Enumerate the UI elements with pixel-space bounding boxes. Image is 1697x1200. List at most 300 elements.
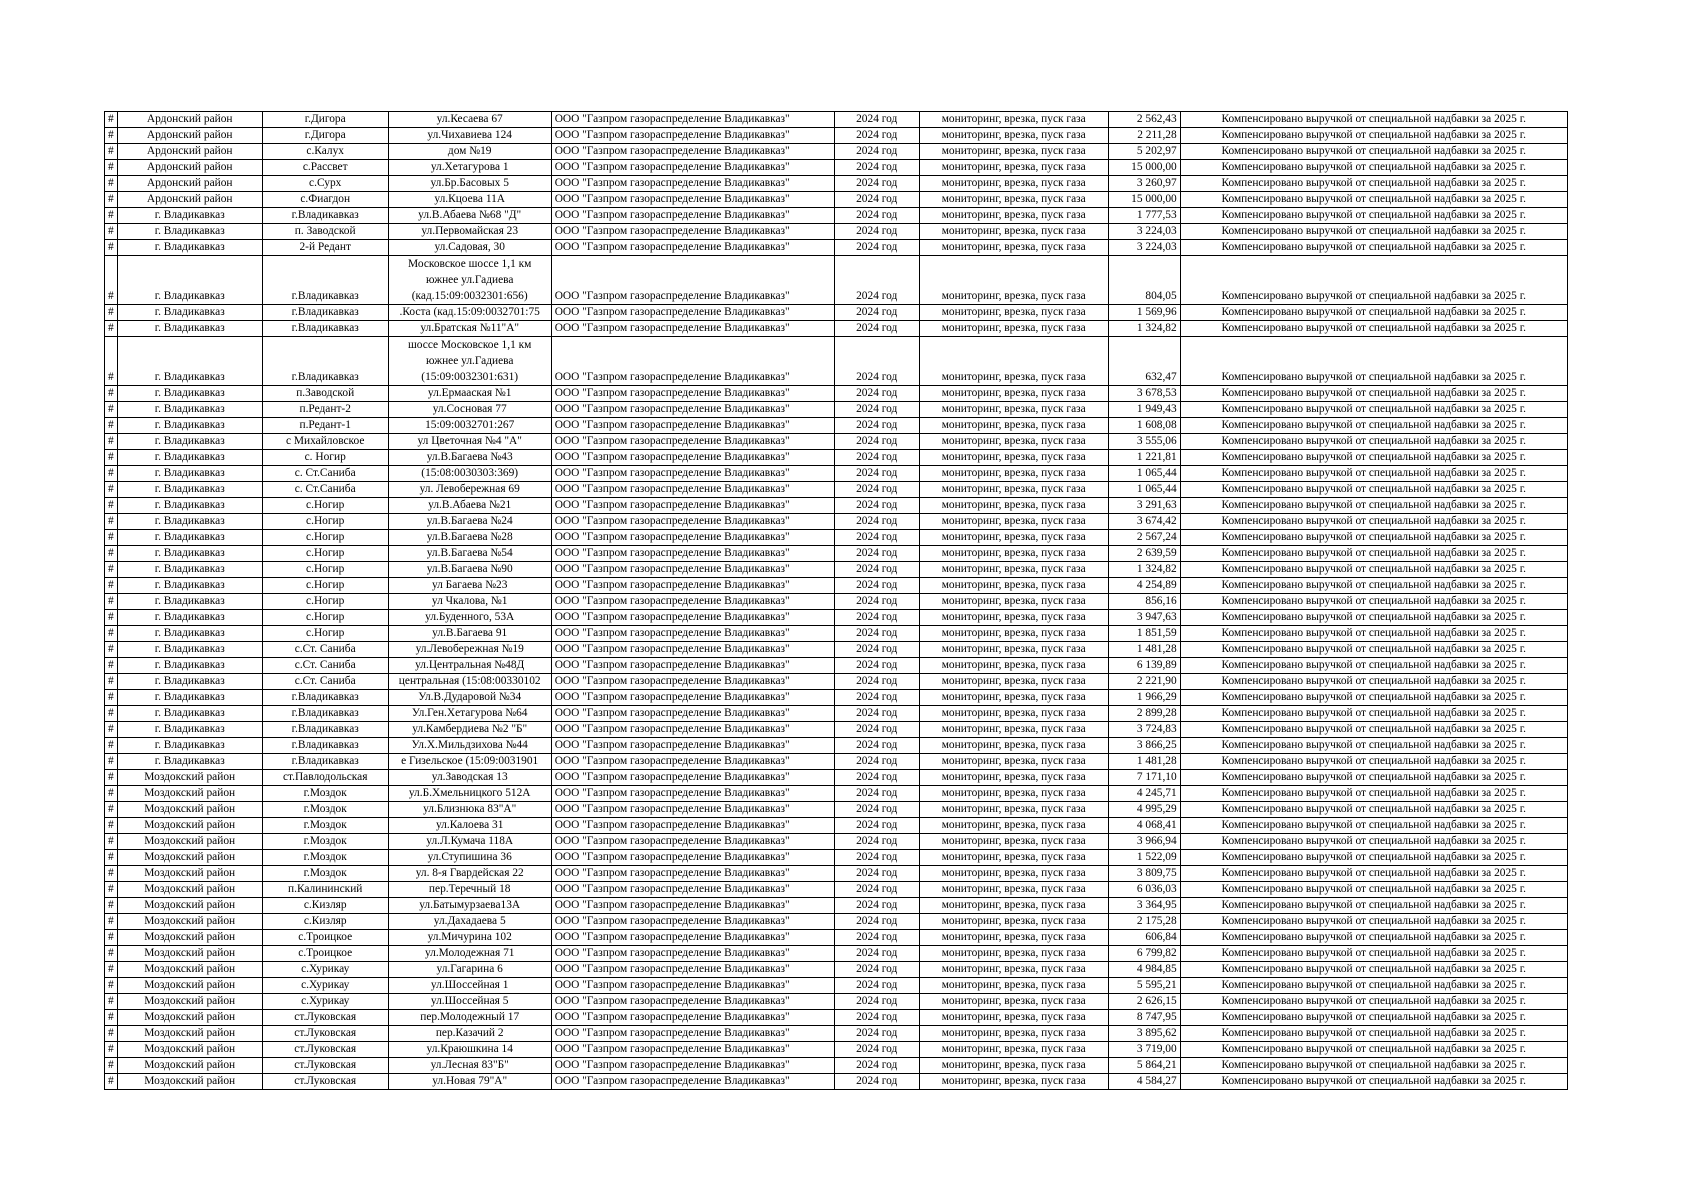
amount-cell: 6 036,03 [1108, 882, 1180, 898]
address-cell: ул.Шоссейная 5 [388, 994, 551, 1010]
address-cell: ул.Лесная 83"Б" [388, 1058, 551, 1074]
district-cell: г. Владикавказ [117, 402, 262, 418]
work-type-cell: мониторинг, врезка, пуск газа [919, 642, 1108, 658]
year-cell: 2024 год [834, 818, 919, 834]
row-marker: # [105, 754, 118, 770]
amount-cell: 3 947,63 [1108, 610, 1180, 626]
year-cell: 2024 год [834, 514, 919, 530]
address-cell: ул.В.Абаева №68 "Д" [388, 208, 551, 224]
settlement-cell: с.Ногир [262, 514, 388, 530]
organization-cell: ООО "Газпром газораспределение Владикавказ" [551, 994, 834, 1010]
year-cell: 2024 год [834, 466, 919, 482]
district-cell: г. Владикавказ [117, 208, 262, 224]
district-cell: г. Владикавказ [117, 256, 262, 305]
settlement-cell: г.Владикавказ [262, 754, 388, 770]
note-cell: Компенсировано выручкой от специальной надбавки за 2025 г. [1180, 706, 1567, 722]
amount-cell: 4 584,27 [1108, 1074, 1180, 1090]
organization-cell: ООО "Газпром газораспределение Владикавказ" [551, 930, 834, 946]
district-cell: г. Владикавказ [117, 224, 262, 240]
address-cell: .Коста (кад.15:09:0032701:75 [388, 305, 551, 321]
district-cell: г. Владикавказ [117, 418, 262, 434]
amount-cell: 632,47 [1108, 337, 1180, 386]
row-marker: # [105, 498, 118, 514]
district-cell: Моздокский район [117, 930, 262, 946]
work-type-cell: мониторинг, врезка, пуск газа [919, 866, 1108, 882]
organization-cell: ООО "Газпром газораспределение Владикавказ" [551, 256, 834, 305]
row-marker: # [105, 305, 118, 321]
district-cell: Ардонский район [117, 176, 262, 192]
row-marker: # [105, 224, 118, 240]
settlement-cell: с.Ногир [262, 562, 388, 578]
organization-cell: ООО "Газпром газораспределение Владикавказ" [551, 434, 834, 450]
work-type-cell: мониторинг, врезка, пуск газа [919, 192, 1108, 208]
table-row [105, 144, 1568, 160]
row-marker: # [105, 176, 118, 192]
district-cell: Моздокский район [117, 994, 262, 1010]
note-cell: Компенсировано выручкой от специальной надбавки за 2025 г. [1180, 786, 1567, 802]
work-type-cell: мониторинг, врезка, пуск газа [919, 514, 1108, 530]
year-cell: 2024 год [834, 578, 919, 594]
note-cell: Компенсировано выручкой от специальной надбавки за 2025 г. [1180, 176, 1567, 192]
settlement-cell: п. Заводской [262, 224, 388, 240]
address-cell: ул Чкалова, №1 [388, 594, 551, 610]
note-cell: Компенсировано выручкой от специальной надбавки за 2025 г. [1180, 112, 1567, 128]
note-cell: Компенсировано выручкой от специальной надбавки за 2025 г. [1180, 482, 1567, 498]
organization-cell: ООО "Газпром газораспределение Владикавказ" [551, 1010, 834, 1026]
amount-cell: 606,84 [1108, 930, 1180, 946]
settlement-cell: с.Троицкое [262, 946, 388, 962]
settlement-cell: с.Ногир [262, 578, 388, 594]
amount-cell: 1 221,81 [1108, 450, 1180, 466]
row-marker: # [105, 914, 118, 930]
organization-cell: ООО "Газпром газораспределение Владикавказ" [551, 208, 834, 224]
district-cell: г. Владикавказ [117, 305, 262, 321]
settlement-cell: г.Владикавказ [262, 321, 388, 337]
amount-cell: 3 674,42 [1108, 514, 1180, 530]
row-marker: # [105, 402, 118, 418]
amount-cell: 3 260,97 [1108, 176, 1180, 192]
address-cell: ул.Кцоева 11А [388, 192, 551, 208]
year-cell: 2024 год [834, 914, 919, 930]
year-cell: 2024 год [834, 144, 919, 160]
table-row [105, 305, 1568, 321]
row-marker: # [105, 160, 118, 176]
work-type-cell: мониторинг, врезка, пуск газа [919, 882, 1108, 898]
row-marker: # [105, 818, 118, 834]
amount-cell: 6 139,89 [1108, 658, 1180, 674]
note-cell: Компенсировано выручкой от специальной надбавки за 2025 г. [1180, 818, 1567, 834]
amount-cell: 2 626,15 [1108, 994, 1180, 1010]
amount-cell: 1 522,09 [1108, 850, 1180, 866]
address-cell: ул.В.Абаева №21 [388, 498, 551, 514]
organization-cell: ООО "Газпром газораспределение Владикавказ" [551, 674, 834, 690]
address-cell: ул.Сосновая 77 [388, 402, 551, 418]
table-row [105, 818, 1568, 834]
work-type-cell: мониторинг, врезка, пуск газа [919, 466, 1108, 482]
note-cell: Компенсировано выручкой от специальной надбавки за 2025 г. [1180, 626, 1567, 642]
district-cell: г. Владикавказ [117, 498, 262, 514]
table-row [105, 321, 1568, 337]
organization-cell: ООО "Газпром газораспределение Владикавказ" [551, 498, 834, 514]
year-cell: 2024 год [834, 546, 919, 562]
organization-cell: ООО "Газпром газораспределение Владикавказ" [551, 305, 834, 321]
year-cell: 2024 год [834, 866, 919, 882]
settlement-cell: г.Владикавказ [262, 208, 388, 224]
district-cell: г. Владикавказ [117, 386, 262, 402]
table-row [105, 240, 1568, 256]
year-cell: 2024 год [834, 402, 919, 418]
work-type-cell: мониторинг, врезка, пуск газа [919, 994, 1108, 1010]
row-marker: # [105, 658, 118, 674]
note-cell: Компенсировано выручкой от специальной надбавки за 2025 г. [1180, 498, 1567, 514]
year-cell: 2024 год [834, 946, 919, 962]
district-cell: Моздокский район [117, 866, 262, 882]
settlement-cell: с.Хурикау [262, 962, 388, 978]
district-cell: г. Владикавказ [117, 450, 262, 466]
table-row [105, 754, 1568, 770]
note-cell: Компенсировано выручкой от специальной надбавки за 2025 г. [1180, 402, 1567, 418]
address-cell: ул.Чихавиева 124 [388, 128, 551, 144]
year-cell: 2024 год [834, 770, 919, 786]
address-cell: ул.Левобережная №19 [388, 642, 551, 658]
row-marker: # [105, 962, 118, 978]
table-row [105, 386, 1568, 402]
note-cell: Компенсировано выручкой от специальной надбавки за 2025 г. [1180, 192, 1567, 208]
work-type-cell: мониторинг, врезка, пуск газа [919, 546, 1108, 562]
table-row [105, 914, 1568, 930]
amount-cell: 1 777,53 [1108, 208, 1180, 224]
row-marker: # [105, 706, 118, 722]
table-row [105, 1026, 1568, 1042]
settlement-cell: г.Моздок [262, 850, 388, 866]
address-cell: Ул.Ген.Хетагурова №64 [388, 706, 551, 722]
amount-cell: 3 224,03 [1108, 224, 1180, 240]
organization-cell: ООО "Газпром газораспределение Владикавказ" [551, 658, 834, 674]
amount-cell: 1 851,59 [1108, 626, 1180, 642]
work-type-cell: мониторинг, врезка, пуск газа [919, 674, 1108, 690]
year-cell: 2024 год [834, 434, 919, 450]
row-marker: # [105, 834, 118, 850]
row-marker: # [105, 802, 118, 818]
row-marker: # [105, 674, 118, 690]
table-row [105, 978, 1568, 994]
table-row [105, 530, 1568, 546]
work-type-cell: мониторинг, врезка, пуск газа [919, 562, 1108, 578]
amount-cell: 5 202,97 [1108, 144, 1180, 160]
settlement-cell: с.Кизляр [262, 914, 388, 930]
amount-cell: 3 678,53 [1108, 386, 1180, 402]
district-cell: Моздокский район [117, 914, 262, 930]
organization-cell: ООО "Газпром газораспределение Владикавказ" [551, 128, 834, 144]
table-row [105, 674, 1568, 690]
district-cell: Моздокский район [117, 962, 262, 978]
note-cell: Компенсировано выручкой от специальной надбавки за 2025 г. [1180, 658, 1567, 674]
note-cell: Компенсировано выручкой от специальной надбавки за 2025 г. [1180, 642, 1567, 658]
work-type-cell: мониторинг, врезка, пуск газа [919, 418, 1108, 434]
year-cell: 2024 год [834, 1026, 919, 1042]
table-row [105, 112, 1568, 128]
row-marker: # [105, 1010, 118, 1026]
settlement-cell: ст.Павлодольская [262, 770, 388, 786]
address-cell: е Гизельское (15:09:0031901 [388, 754, 551, 770]
amount-cell: 1 324,82 [1108, 562, 1180, 578]
settlement-cell: с. Ст.Саниба [262, 482, 388, 498]
organization-cell: ООО "Газпром газораспределение Владикавказ" [551, 402, 834, 418]
work-type-cell: мониторинг, врезка, пуск газа [919, 208, 1108, 224]
note-cell: Компенсировано выручкой от специальной надбавки за 2025 г. [1180, 337, 1567, 386]
district-cell: г. Владикавказ [117, 562, 262, 578]
table-row [105, 962, 1568, 978]
work-type-cell: мониторинг, врезка, пуск газа [919, 946, 1108, 962]
district-cell: Моздокский район [117, 770, 262, 786]
organization-cell: ООО "Газпром газораспределение Владикавказ" [551, 224, 834, 240]
organization-cell: ООО "Газпром газораспределение Владикавказ" [551, 978, 834, 994]
district-cell: г. Владикавказ [117, 594, 262, 610]
address-cell: центральная (15:08:00330102 [388, 674, 551, 690]
year-cell: 2024 год [834, 1074, 919, 1090]
row-marker: # [105, 466, 118, 482]
work-type-cell: мониторинг, врезка, пуск газа [919, 610, 1108, 626]
address-cell: ул.Л.Кумача 118А [388, 834, 551, 850]
row-marker: # [105, 514, 118, 530]
table-row [105, 450, 1568, 466]
address-cell: ул.Ермааская №1 [388, 386, 551, 402]
organization-cell: ООО "Газпром газораспределение Владикавказ" [551, 144, 834, 160]
row-marker: # [105, 418, 118, 434]
district-cell: г. Владикавказ [117, 706, 262, 722]
district-cell: г. Владикавказ [117, 530, 262, 546]
work-type-cell: мониторинг, врезка, пуск газа [919, 786, 1108, 802]
data-table [104, 111, 1568, 1090]
note-cell: Компенсировано выручкой от специальной надбавки за 2025 г. [1180, 1042, 1567, 1058]
row-marker: # [105, 434, 118, 450]
organization-cell: ООО "Газпром газораспределение Владикавказ" [551, 337, 834, 386]
work-type-cell: мониторинг, врезка, пуск газа [919, 482, 1108, 498]
table-row [105, 128, 1568, 144]
table-row [105, 434, 1568, 450]
address-cell: пер.Теречный 18 [388, 882, 551, 898]
district-cell: Моздокский район [117, 946, 262, 962]
address-cell: ул.Молодежная 71 [388, 946, 551, 962]
address-cell: ул.Заводская 13 [388, 770, 551, 786]
address-cell: ул.Ступишина 36 [388, 850, 551, 866]
row-marker: # [105, 144, 118, 160]
address-cell: дом №19 [388, 144, 551, 160]
work-type-cell: мониторинг, врезка, пуск газа [919, 738, 1108, 754]
organization-cell: ООО "Газпром газораспределение Владикавказ" [551, 882, 834, 898]
address-cell: ул.Камбердиева №2 "Б" [388, 722, 551, 738]
settlement-cell: с.Хурикау [262, 978, 388, 994]
address-cell: ул.В.Багаева №24 [388, 514, 551, 530]
year-cell: 2024 год [834, 802, 919, 818]
organization-cell: ООО "Газпром газораспределение Владикавказ" [551, 610, 834, 626]
district-cell: Моздокский район [117, 850, 262, 866]
address-cell: Ул.В.Дударовой №34 [388, 690, 551, 706]
table-row [105, 866, 1568, 882]
table-row [105, 1010, 1568, 1026]
amount-cell: 5 864,21 [1108, 1058, 1180, 1074]
year-cell: 2024 год [834, 498, 919, 514]
note-cell: Компенсировано выручкой от специальной надбавки за 2025 г. [1180, 930, 1567, 946]
note-cell: Компенсировано выручкой от специальной надбавки за 2025 г. [1180, 240, 1567, 256]
table-row [105, 786, 1568, 802]
table-row [105, 498, 1568, 514]
address-cell: ул.Дахадаева 5 [388, 914, 551, 930]
address-cell: ул.Братская №11"А" [388, 321, 551, 337]
amount-cell: 4 245,71 [1108, 786, 1180, 802]
district-cell: г. Владикавказ [117, 434, 262, 450]
amount-cell: 1 065,44 [1108, 466, 1180, 482]
note-cell: Компенсировано выручкой от специальной надбавки за 2025 г. [1180, 1058, 1567, 1074]
amount-cell: 2 562,43 [1108, 112, 1180, 128]
district-cell: Ардонский район [117, 160, 262, 176]
amount-cell: 1 065,44 [1108, 482, 1180, 498]
organization-cell: ООО "Газпром газораспределение Владикавказ" [551, 690, 834, 706]
amount-cell: 5 595,21 [1108, 978, 1180, 994]
row-marker: # [105, 770, 118, 786]
address-cell: шоссе Московское 1,1 км южнее ул.Гадиева (15:09:0032301:631) [388, 337, 551, 386]
district-cell: г. Владикавказ [117, 626, 262, 642]
work-type-cell: мониторинг, врезка, пуск газа [919, 256, 1108, 305]
table-row [105, 402, 1568, 418]
organization-cell: ООО "Газпром газораспределение Владикавказ" [551, 1074, 834, 1090]
work-type-cell: мониторинг, врезка, пуск газа [919, 850, 1108, 866]
note-cell: Компенсировано выручкой от специальной надбавки за 2025 г. [1180, 450, 1567, 466]
year-cell: 2024 год [834, 626, 919, 642]
table-row [105, 642, 1568, 658]
year-cell: 2024 год [834, 754, 919, 770]
amount-cell: 3 724,83 [1108, 722, 1180, 738]
amount-cell: 3 224,03 [1108, 240, 1180, 256]
amount-cell: 3 866,25 [1108, 738, 1180, 754]
row-marker: # [105, 128, 118, 144]
settlement-cell: ст.Луковская [262, 1058, 388, 1074]
settlement-cell: 2-й Редант [262, 240, 388, 256]
amount-cell: 2 175,28 [1108, 914, 1180, 930]
note-cell: Компенсировано выручкой от специальной надбавки за 2025 г. [1180, 690, 1567, 706]
settlement-cell: г.Владикавказ [262, 690, 388, 706]
year-cell: 2024 год [834, 978, 919, 994]
table-row [105, 850, 1568, 866]
settlement-cell: г.Моздок [262, 866, 388, 882]
address-cell: ул Цветочная №4 "А" [388, 434, 551, 450]
table-row [105, 706, 1568, 722]
organization-cell: ООО "Газпром газораспределение Владикавказ" [551, 706, 834, 722]
year-cell: 2024 год [834, 882, 919, 898]
amount-cell: 3 291,63 [1108, 498, 1180, 514]
row-marker: # [105, 1026, 118, 1042]
note-cell: Компенсировано выручкой от специальной надбавки за 2025 г. [1180, 1074, 1567, 1090]
settlement-cell: п.Редант-2 [262, 402, 388, 418]
year-cell: 2024 год [834, 690, 919, 706]
settlement-cell: с.Фиагдон [262, 192, 388, 208]
settlement-cell: с. Ногир [262, 450, 388, 466]
row-marker: # [105, 530, 118, 546]
note-cell: Компенсировано выручкой от специальной надбавки за 2025 г. [1180, 546, 1567, 562]
organization-cell: ООО "Газпром газораспределение Владикавказ" [551, 946, 834, 962]
row-marker: # [105, 786, 118, 802]
table-row [105, 738, 1568, 754]
work-type-cell: мониторинг, врезка, пуск газа [919, 386, 1108, 402]
row-marker: # [105, 450, 118, 466]
amount-cell: 2 899,28 [1108, 706, 1180, 722]
note-cell: Компенсировано выручкой от специальной надбавки за 2025 г. [1180, 866, 1567, 882]
settlement-cell: с.Сурх [262, 176, 388, 192]
district-cell: Моздокский район [117, 1026, 262, 1042]
row-marker: # [105, 321, 118, 337]
row-marker: # [105, 642, 118, 658]
year-cell: 2024 год [834, 834, 919, 850]
row-marker: # [105, 1058, 118, 1074]
work-type-cell: мониторинг, врезка, пуск газа [919, 321, 1108, 337]
settlement-cell: с.Ст. Саниба [262, 642, 388, 658]
settlement-cell: с.Ногир [262, 594, 388, 610]
work-type-cell: мониторинг, врезка, пуск газа [919, 962, 1108, 978]
table-row [105, 882, 1568, 898]
district-cell: г. Владикавказ [117, 722, 262, 738]
work-type-cell: мониторинг, врезка, пуск газа [919, 1074, 1108, 1090]
year-cell: 2024 год [834, 386, 919, 402]
district-cell: Моздокский район [117, 1042, 262, 1058]
work-type-cell: мониторинг, врезка, пуск газа [919, 112, 1108, 128]
table-row [105, 802, 1568, 818]
organization-cell: ООО "Газпром газораспределение Владикавказ" [551, 176, 834, 192]
year-cell: 2024 год [834, 305, 919, 321]
year-cell: 2024 год [834, 128, 919, 144]
year-cell: 2024 год [834, 930, 919, 946]
table-row [105, 578, 1568, 594]
year-cell: 2024 год [834, 224, 919, 240]
organization-cell: ООО "Газпром газораспределение Владикавказ" [551, 962, 834, 978]
table-row [105, 256, 1568, 305]
table-row [105, 898, 1568, 914]
address-cell: ул.Центральная №48Д [388, 658, 551, 674]
work-type-cell: мониторинг, врезка, пуск газа [919, 1042, 1108, 1058]
amount-cell: 4 984,85 [1108, 962, 1180, 978]
address-cell: ул. 8-я Гвардейская 22 [388, 866, 551, 882]
district-cell: Моздокский район [117, 802, 262, 818]
settlement-cell: г.Владикавказ [262, 305, 388, 321]
address-cell: ул.Мичурина 102 [388, 930, 551, 946]
work-type-cell: мониторинг, врезка, пуск газа [919, 802, 1108, 818]
work-type-cell: мониторинг, врезка, пуск газа [919, 402, 1108, 418]
address-cell: ул.Батымурзаева13А [388, 898, 551, 914]
table-row [105, 994, 1568, 1010]
row-marker: # [105, 578, 118, 594]
note-cell: Компенсировано выручкой от специальной надбавки за 2025 г. [1180, 1010, 1567, 1026]
amount-cell: 3 719,00 [1108, 1042, 1180, 1058]
note-cell: Компенсировано выручкой от специальной надбавки за 2025 г. [1180, 144, 1567, 160]
work-type-cell: мониторинг, врезка, пуск газа [919, 626, 1108, 642]
note-cell: Компенсировано выручкой от специальной надбавки за 2025 г. [1180, 898, 1567, 914]
note-cell: Компенсировано выручкой от специальной надбавки за 2025 г. [1180, 224, 1567, 240]
address-cell: ул.Б.Хмельницкого 512А [388, 786, 551, 802]
table-row [105, 626, 1568, 642]
district-cell: Моздокский район [117, 978, 262, 994]
settlement-cell: с Михайловское [262, 434, 388, 450]
work-type-cell: мониторинг, врезка, пуск газа [919, 930, 1108, 946]
work-type-cell: мониторинг, врезка, пуск газа [919, 578, 1108, 594]
year-cell: 2024 год [834, 994, 919, 1010]
year-cell: 2024 год [834, 482, 919, 498]
year-cell: 2024 год [834, 240, 919, 256]
organization-cell: ООО "Газпром газораспределение Владикавказ" [551, 786, 834, 802]
organization-cell: ООО "Газпром газораспределение Владикавказ" [551, 192, 834, 208]
organization-cell: ООО "Газпром газораспределение Владикавказ" [551, 834, 834, 850]
district-cell: г. Владикавказ [117, 578, 262, 594]
year-cell: 2024 год [834, 962, 919, 978]
address-cell: ул.В.Багаева №43 [388, 450, 551, 466]
